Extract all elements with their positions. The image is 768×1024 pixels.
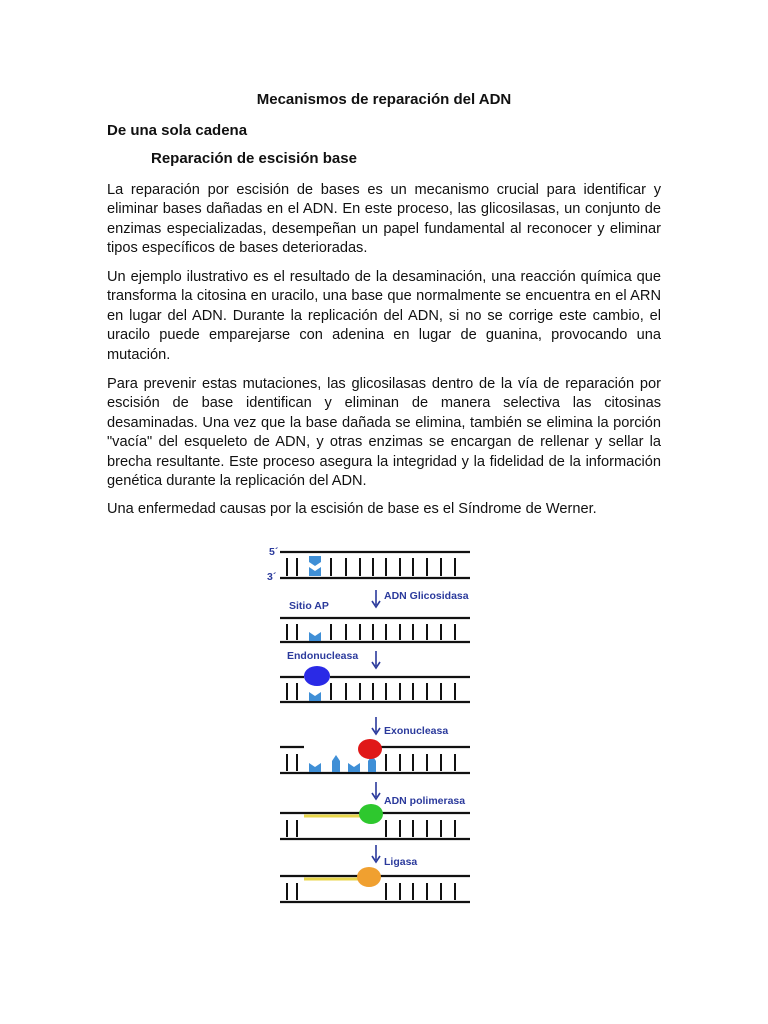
section-heading: De una sola cadena	[107, 122, 248, 139]
paragraph-3: Para prevenir estas mutaciones, las glicosilasas dentro de la vía de reparación por escisión de base identifican y eliminan de manera selectiva las citosinas desaminadas. Una vez que la base dañada se elimina, también se elimina la porción "vacía" del esqueleto de ADN, y otras enzimas se encargan de rellenar y sellar la brecha resultante. Este proceso asegura la integridad y la fidelidad de la información genética durante la replicación del ADN.	[107, 376, 661, 490]
five-prime-label: 5´	[269, 546, 279, 558]
ap-site-label: Sitio AP	[289, 600, 329, 612]
base-excision-repair-diagram	[260, 535, 490, 910]
paired-base-icon	[309, 692, 321, 701]
released-base-icon	[348, 763, 360, 772]
polymerase-enzyme	[359, 804, 383, 824]
paired-base-icon	[309, 632, 321, 641]
dna-row-ap-site	[280, 618, 470, 642]
three-prime-label: 3´	[267, 571, 277, 583]
damaged-base-icon	[309, 556, 321, 566]
paragraph-2: Un ejemplo ilustrativo es el resultado de la desaminación, una reacción química que transforma la citosina en uracilo, una base que normalmente se encuentra en el ARN en lugar del ADN. Durante la replicación del ADN, si no se corrige este cambio, el uracilo puede emparejarse con adenina en lugar de guanina, provocando una mutación.	[107, 269, 661, 363]
step-label-glycosylase: ADN Glicosidasa	[384, 590, 469, 602]
paired-base-icon	[309, 567, 321, 576]
dna-row-damaged	[280, 552, 470, 578]
step-label-polymerase: ADN polimerasa	[384, 795, 466, 807]
step-label-endonuclease: Endonucleasa	[287, 650, 359, 662]
paragraph-1: La reparación por escisión de bases es un mecanismo crucial para identificar y eliminar bases dañadas en el ADN. En este proceso, las glicosilasas, un conjunto de enzimas especializadas, desempeñan un papel fundamental al reconocer y eliminar tipos específicos de bases deterioradas.	[107, 182, 661, 257]
page-title: Mecanismos de reparación del ADN	[256, 91, 512, 108]
exonuclease-enzyme	[358, 739, 382, 759]
released-base-icon	[309, 763, 321, 772]
ligase-enzyme	[357, 867, 381, 887]
step-label-exonuclease: Exonucleasa	[384, 725, 449, 737]
paragraph-4: Una enfermedad causas por la escisión de base es el Síndrome de Werner.	[107, 501, 597, 517]
subsection-heading: Reparación de escisión base	[151, 150, 357, 167]
dna-row-incision	[280, 666, 470, 702]
dna-row-excision	[280, 739, 470, 773]
endonuclease-enzyme	[304, 666, 330, 686]
dna-row-synthesis	[280, 804, 470, 839]
step-label-ligase: Ligasa	[384, 856, 418, 868]
exposed-base-icon	[332, 755, 340, 772]
dna-row-ligation	[280, 867, 470, 902]
